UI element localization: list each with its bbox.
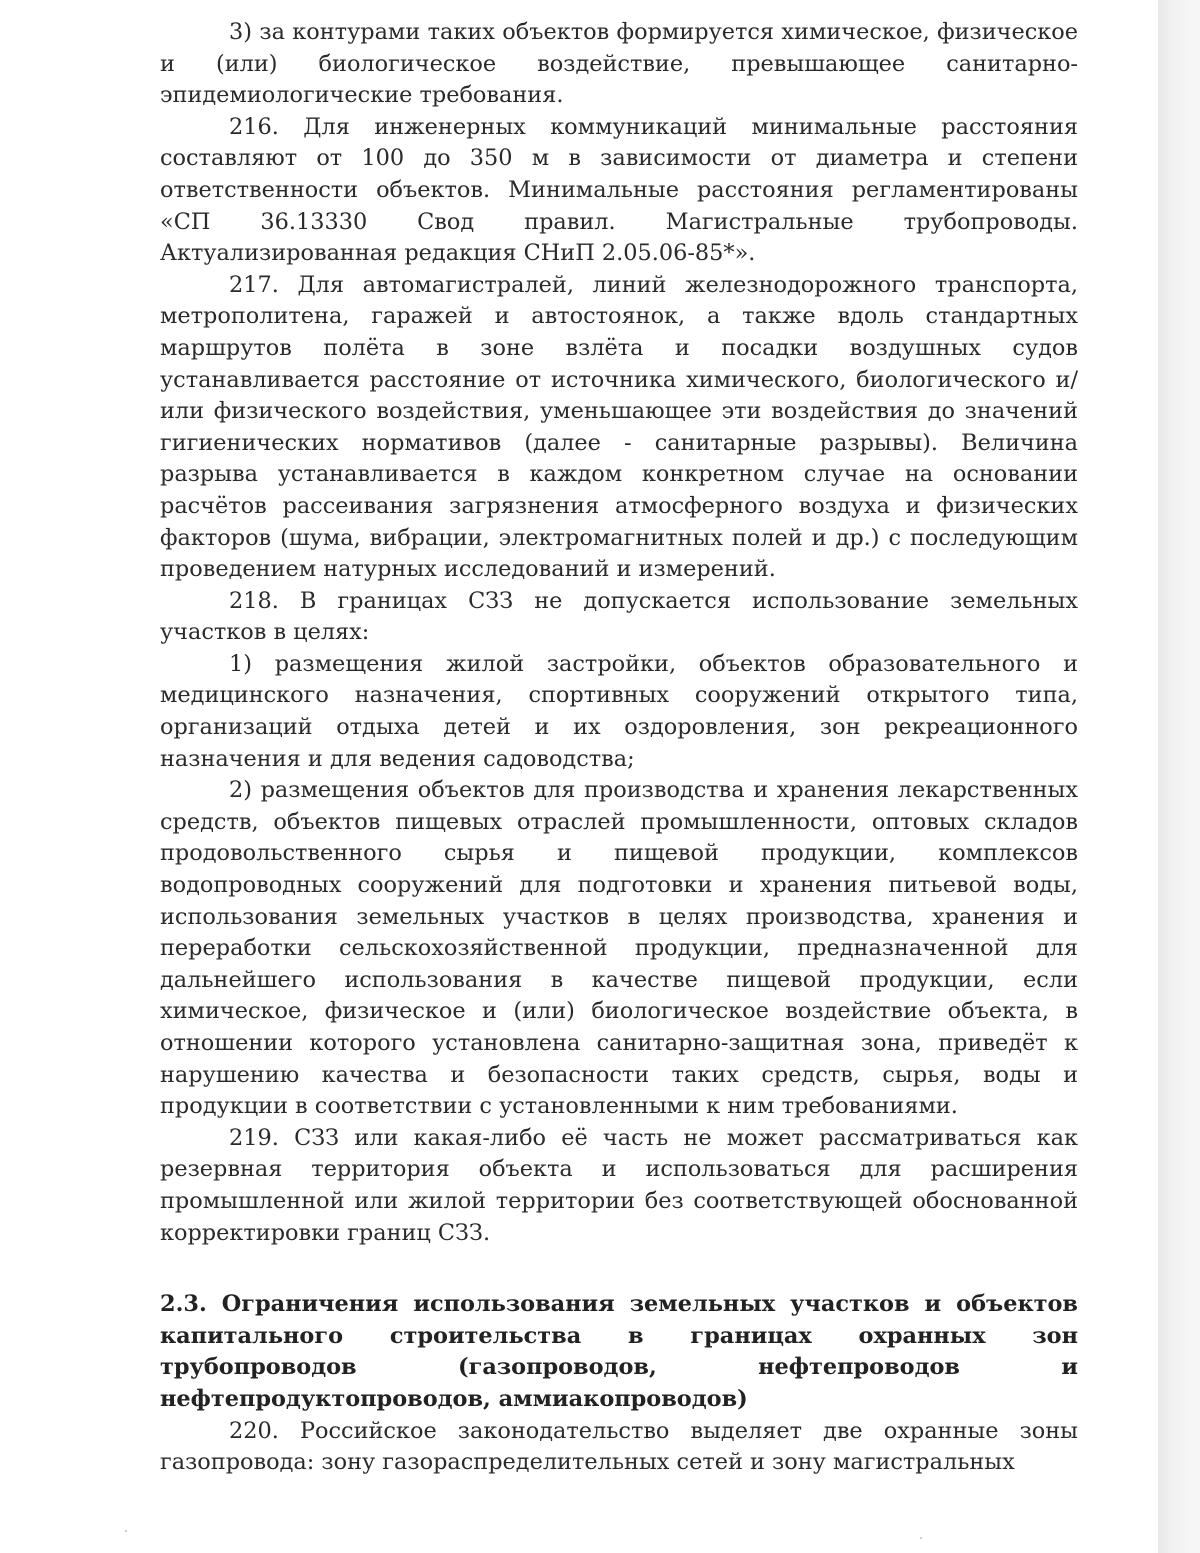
paragraph-number: 220. — [229, 1417, 279, 1444]
paragraph-text: В границах СЗЗ не допускается использование земельных участков в целях: — [160, 587, 1078, 646]
item-number: 2) — [229, 777, 252, 804]
item-number: 1) — [229, 650, 252, 677]
list-item-1 — [160, 649, 1078, 775]
paragraph-number: 218. — [229, 587, 279, 614]
paragraph-217 — [160, 270, 1078, 586]
item-number: 3) — [229, 19, 252, 45]
paragraph-216 — [160, 112, 1078, 270]
scan-edge-shadow — [1158, 0, 1200, 1553]
paragraph-text: СЗЗ или какая-либо её часть не может рассматриваться как резервная территория объекта и использоваться для расширения промышленной или жилой территории без соответствующей обоснованной корректировки границ СЗЗ. — [160, 1124, 1078, 1246]
item-text: размещения жилой застройки, объектов образовательного и медицинского назначения, спортивных сооружений открытого типа, организаций отдыха детей и их оздоровления, зон рекреационного назначения и для ведения садоводства; — [160, 650, 1078, 772]
paragraph-number: 216. — [229, 113, 279, 140]
document-body — [160, 17, 1078, 1479]
paragraph-219 — [160, 1123, 1078, 1249]
paragraph-number: 217. — [229, 271, 279, 298]
paragraph-text: Российское законодательство выделяет две охранные зоны газопровода: зону газораспределительных сетей и зону магистральных — [160, 1417, 1078, 1476]
paragraph-text: Для автомагистралей, линий железнодорожного транспорта, метрополитена, гаражей и автостоянок, а также вдоль стандартных маршрутов полёта в зоне взлёта и посадки воздушных судов устанавливается расстояние от источника химического, биологического и/или физического воздействия, уменьшающее эти воздействия до значений гигиенических нормативов (далее - санитарные разрывы). Величина разрыва устанавливается в каждом конкретном случае на основании расчётов рассеивания загрязнения атмосферного воздуха и физических факторов (шума, вибрации, электромагнитных полей и др.) с последующим проведением натурных исследований и измерений. — [160, 271, 1078, 583]
paragraph-220 — [160, 1416, 1078, 1479]
paragraph-number: 219. — [229, 1124, 279, 1151]
scan-speck — [920, 1537, 922, 1539]
item-text: за контурами таких объектов формируется химическое, физическое и (или) биологическое воздействие, превышающее санитарно-эпидемиологические требования. — [160, 19, 1079, 109]
paragraph-218 — [160, 586, 1078, 649]
list-item-2 — [160, 775, 1078, 1123]
section-heading: 2.3. Ограничения использования земельных участков и объектов капитального строительства в границах охранных зон трубопроводов (газопроводов, нефтепроводов и нефтепродуктопроводов, аммиакопроводов) — [160, 1291, 1078, 1412]
item-text: размещения объектов для производства и хранения лекарственных средств, объектов пищевых отраслей промышленности, оптовых складов продовольственного сырья и пищевой продукции, комплексов водопроводных сооружений для подготовки и хранения питьевой воды, использования земельных участков в целях производства, хранения и переработки сельскохозяйственной продукции, предназначенной для дальнейшего использования в качестве пищевой продукции, если химическое, физическое и (или) биологическое воздействие объекта, в отношении которого установлена санитарно-защитная зона, приведёт к нарушению качества и безопасности таких средств, сырья, воды и продукции в соответствии с установленными к ним требованиями. — [160, 777, 1078, 1120]
paragraph-text: Для инженерных коммуникаций минимальные расстояния составляют от 100 до 350 м в зависимости от диаметра и степени ответственности объектов. Минимальные расстояния регламентированы «СП 36.13330 Свод правил. Магистральные трубопроводы. Актуализированная редакция СНиП 2.05.06-85*». — [160, 113, 1078, 267]
list-item-3 — [160, 17, 1078, 112]
scan-speck — [125, 1530, 127, 1532]
